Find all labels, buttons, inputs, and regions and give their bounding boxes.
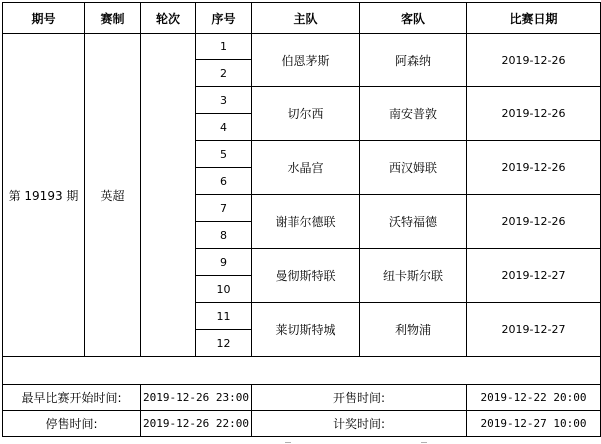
match-date-cell: 2019-12-27 bbox=[467, 249, 601, 303]
footer-row-stop-value: 2019-12-26 22:00 bbox=[141, 411, 252, 437]
away-team-cell: 沃特福德 bbox=[360, 195, 467, 249]
schedule-table bbox=[2, 2, 601, 437]
seq-cell: 12 bbox=[196, 330, 252, 357]
blank-row bbox=[3, 357, 601, 385]
away-team-cell: 南安普敦 bbox=[360, 87, 467, 141]
match-date-cell: 2019-12-26 bbox=[467, 195, 601, 249]
seq-cell: 9 bbox=[196, 249, 252, 276]
seq-cell: 11 bbox=[196, 303, 252, 330]
away-team-cell: 阿森纳 bbox=[360, 34, 467, 87]
competition-cell: 英超 bbox=[85, 34, 141, 357]
match-date-cell: 2019-12-26 bbox=[467, 141, 601, 195]
period-cell: 第 19193 期 bbox=[3, 34, 85, 357]
blank-cell bbox=[3, 357, 601, 385]
seq-cell: 6 bbox=[196, 168, 252, 195]
seq-cell: 3 bbox=[196, 87, 252, 114]
match-date-cell: 2019-12-27 bbox=[467, 303, 601, 357]
home-team-cell: 曼彻斯特联 bbox=[252, 249, 360, 303]
footer-row-stop bbox=[3, 411, 601, 437]
round-cell bbox=[141, 34, 196, 357]
home-team-cell: 谢菲尔德联 bbox=[252, 195, 360, 249]
away-team-cell: 纽卡斯尔联 bbox=[360, 249, 467, 303]
away-team-cell: 西汉姆联 bbox=[360, 141, 467, 195]
footer-row-stop-label-2: 计奖时间: bbox=[252, 411, 467, 437]
seq-cell: 5 bbox=[196, 141, 252, 168]
away-team-cell: 利物浦 bbox=[360, 303, 467, 357]
seq-cell: 7 bbox=[196, 195, 252, 222]
home-team-cell: 切尔西 bbox=[252, 87, 360, 141]
seq-cell: 4 bbox=[196, 114, 252, 141]
header-away: 客队 bbox=[360, 3, 467, 34]
header-period: 期号 bbox=[3, 3, 85, 34]
footer-row-stop-label: 停售时间: bbox=[3, 411, 141, 437]
footer-row-stop-value-2: 2019-12-27 10:00 bbox=[467, 411, 601, 437]
footer-row-start-value: 2019-12-26 23:00 bbox=[141, 385, 252, 411]
header-date: 比赛日期 bbox=[467, 3, 601, 34]
seq-cell: 8 bbox=[196, 222, 252, 249]
footer-row-start-value-2: 2019-12-22 20:00 bbox=[467, 385, 601, 411]
header-round: 轮次 bbox=[141, 3, 196, 34]
grid-line-fragment bbox=[421, 442, 427, 443]
seq-cell: 1 bbox=[196, 34, 252, 60]
match-date-cell: 2019-12-26 bbox=[467, 34, 601, 87]
match-date-cell: 2019-12-26 bbox=[467, 87, 601, 141]
footer-row-start bbox=[3, 385, 601, 411]
home-team-cell: 水晶宫 bbox=[252, 141, 360, 195]
header-home: 主队 bbox=[252, 3, 360, 34]
home-team-cell: 莱切斯特城 bbox=[252, 303, 360, 357]
table-row bbox=[3, 34, 601, 60]
grid-line-fragment bbox=[285, 442, 291, 443]
footer-row-start-label-2: 开售时间: bbox=[252, 385, 467, 411]
seq-cell: 10 bbox=[196, 276, 252, 303]
home-team-cell: 伯恩茅斯 bbox=[252, 34, 360, 87]
seq-cell: 2 bbox=[196, 60, 252, 87]
footer-row-start-label: 最早比赛开始时间: bbox=[3, 385, 141, 411]
header-seq: 序号 bbox=[196, 3, 252, 34]
header-row bbox=[3, 3, 601, 34]
header-competition: 赛制 bbox=[85, 3, 141, 34]
